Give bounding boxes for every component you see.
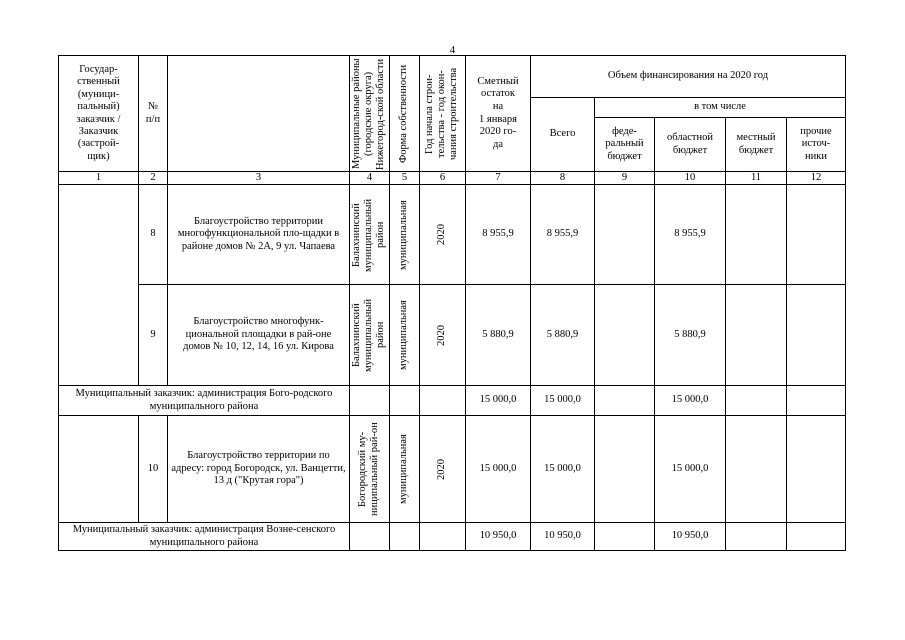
header-federal: феде- ральный бюджет (595, 118, 655, 172)
ownership-cell (390, 386, 420, 416)
header-other: прочие источ- ники (787, 118, 846, 172)
ownership-cell: муниципальная (390, 416, 420, 523)
year-cell: 2020 (420, 185, 466, 285)
balance-cell: 8 955,9 (466, 185, 531, 285)
district-cell: Балахнинский муниципальный район (350, 185, 390, 285)
local-cell (726, 416, 787, 523)
customer-row (59, 386, 846, 416)
year-cell: 2020 (420, 416, 466, 523)
balance-cell: 5 880,9 (466, 285, 531, 386)
object-name: Благоустройство многофунк-циональной площадки в рай-оне домов № 10, 12, 14, 16 ул. Кирова (168, 285, 350, 386)
column-number: 7 (466, 172, 531, 185)
other-cell (787, 386, 846, 416)
header-number: № п/п (139, 56, 168, 172)
column-number: 9 (595, 172, 655, 185)
district-cell: Балахнинский муниципальный район (350, 285, 390, 386)
regional-cell: 15 000,0 (655, 416, 726, 523)
row-number: 9 (139, 285, 168, 386)
year-cell: 2020 (420, 285, 466, 386)
federal-cell (595, 416, 655, 523)
balance-cell: 15 000,0 (466, 386, 531, 416)
page-number: 4 (449, 44, 456, 56)
table-row (59, 185, 846, 285)
header-district: Муниципальные районы (городские округа) Нижегород-ской области (350, 56, 390, 172)
ownership-cell: муниципальная (390, 185, 420, 285)
table-row (59, 285, 846, 386)
balance-cell: 10 950,0 (466, 523, 531, 551)
district-cell (350, 523, 390, 551)
local-cell (726, 523, 787, 551)
year-cell (420, 386, 466, 416)
table-row (59, 416, 846, 523)
other-cell (787, 285, 846, 386)
regional-cell: 15 000,0 (655, 386, 726, 416)
regional-cell: 10 950,0 (655, 523, 726, 551)
header-including: в том числе (595, 98, 846, 118)
local-cell (726, 386, 787, 416)
customer-cell-empty (59, 416, 139, 523)
column-number: 5 (390, 172, 420, 185)
header-object (168, 56, 350, 172)
total-cell: 15 000,0 (531, 416, 595, 523)
local-cell (726, 185, 787, 285)
column-number: 6 (420, 172, 466, 185)
other-cell (787, 416, 846, 523)
federal-cell (595, 386, 655, 416)
column-number: 10 (655, 172, 726, 185)
column-number: 2 (139, 172, 168, 185)
other-cell (787, 185, 846, 285)
customer-label: Муниципальный заказчик: администрация Бого-родского муниципального района (59, 386, 350, 416)
total-cell: 8 955,9 (531, 185, 595, 285)
header-financing: Объем финансирования на 2020 год (531, 56, 846, 98)
financing-table (58, 55, 846, 551)
header-total: Всего (531, 98, 595, 172)
header-balance: Сметный остаток на 1 января 2020 го- да (466, 56, 531, 172)
balance-cell: 15 000,0 (466, 416, 531, 523)
column-number: 3 (168, 172, 350, 185)
district-cell: Богородский му-ниципальный рай-он (350, 416, 390, 523)
header-regional: областной бюджет (655, 118, 726, 172)
local-cell (726, 285, 787, 386)
federal-cell (595, 285, 655, 386)
header-ownership: Форма собственности (390, 56, 420, 172)
row-number: 8 (139, 185, 168, 285)
header-years: Год начала строи-тельства - год окон-чания строительства (420, 56, 466, 172)
regional-cell: 5 880,9 (655, 285, 726, 386)
customer-cell-empty (59, 185, 139, 386)
year-cell (420, 523, 466, 551)
customer-label: Муниципальный заказчик: администрация Возне-сенского муниципального района (59, 523, 350, 551)
header-customer: Государ- ственный (муници- пальный) заказчик / Заказчик (застрой- щик) (59, 56, 139, 172)
other-cell (787, 523, 846, 551)
total-cell: 10 950,0 (531, 523, 595, 551)
ownership-cell: муниципальная (390, 285, 420, 386)
column-number: 1 (59, 172, 139, 185)
row-number: 10 (139, 416, 168, 523)
regional-cell: 8 955,9 (655, 185, 726, 285)
customer-row (59, 523, 846, 551)
object-name: Благоустройство территории по адресу: город Богородск, ул. Ванцетти, 13 д ("Крутая гора") (168, 416, 350, 523)
column-numbers-row (59, 172, 846, 185)
column-number: 12 (787, 172, 846, 185)
federal-cell (595, 185, 655, 285)
total-cell: 15 000,0 (531, 386, 595, 416)
total-cell: 5 880,9 (531, 285, 595, 386)
column-number: 4 (350, 172, 390, 185)
federal-cell (595, 523, 655, 551)
district-cell (350, 386, 390, 416)
column-number: 8 (531, 172, 595, 185)
header-local: местный бюджет (726, 118, 787, 172)
object-name: Благоустройство территории многофункциональной пло-щадки в районе домов № 2А, 9 ул. Чапаева (168, 185, 350, 285)
column-number: 11 (726, 172, 787, 185)
ownership-cell (390, 523, 420, 551)
